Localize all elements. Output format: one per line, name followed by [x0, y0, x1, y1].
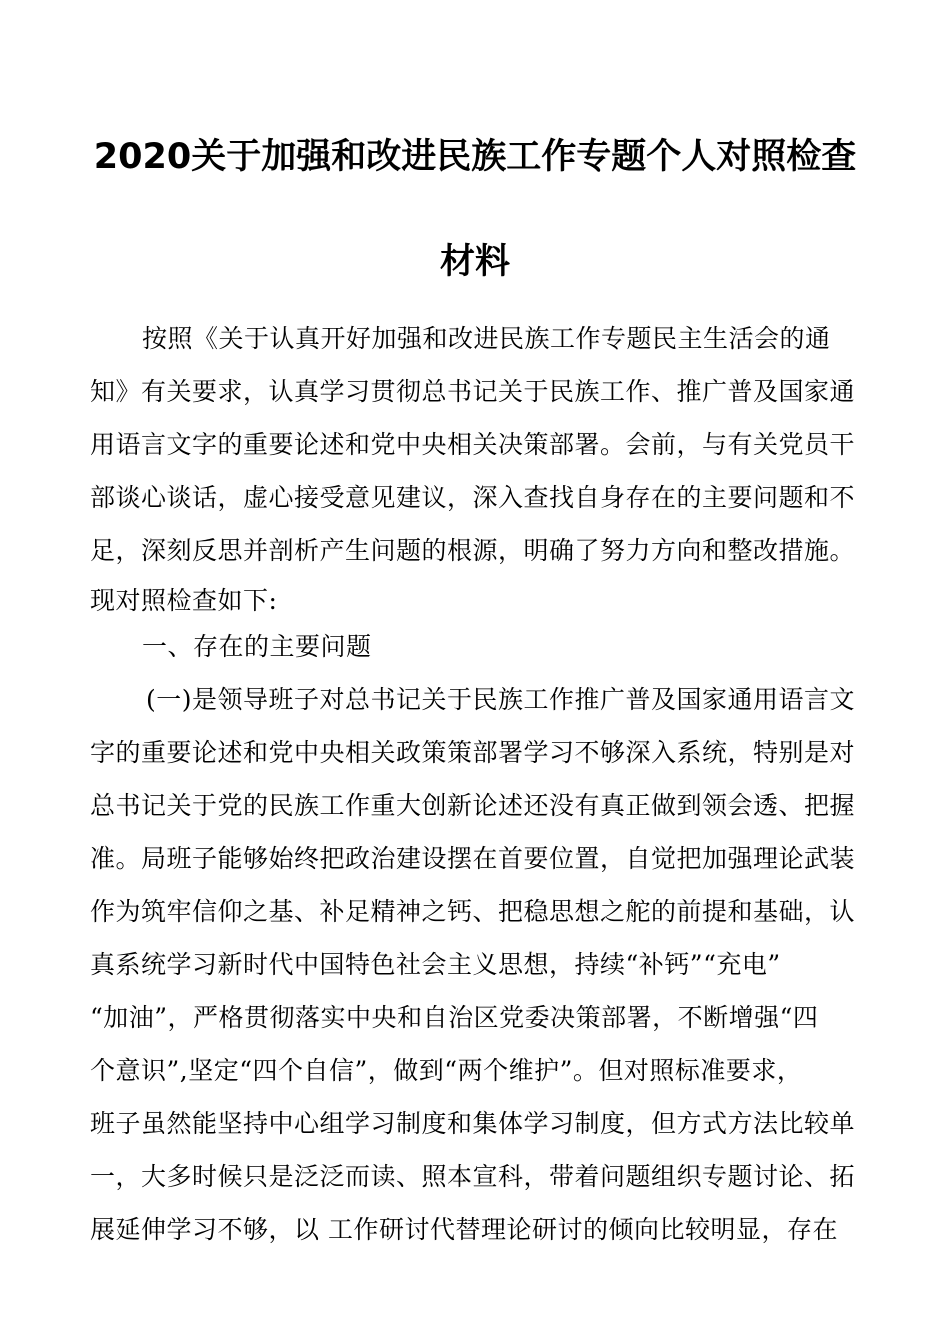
- body-line-5: 足，深刻反思并剖析产生问题的根源，明确了努力方向和整改措施。: [90, 536, 856, 565]
- section-heading-1: 一、存在的主要问题: [142, 632, 372, 661]
- body-line-11: 准。局班子能够始终把政治建设摆在首要位置，自觉把加强理论武装: [90, 844, 856, 873]
- body-line-12: 作为筑牢信仰之基、补足精神之钙、把稳思想之舵的前提和基础，认: [90, 897, 856, 926]
- body-line-10: 总书记关于党的民族工作重大创新论述还没有真正做到领会透、把握: [90, 791, 856, 820]
- body-line-18: 展延伸学习不够，以 工作研讨代替理论研讨的倾向比较明显，存在: [90, 1215, 838, 1244]
- body-line-15: 个意识”,坚定“四个自信”，做到“两个维护”。但对照标准要求，: [90, 1056, 803, 1085]
- body-line-8: (一)是领导班子对总书记关于民族工作推广普及国家通用语言文: [146, 685, 856, 714]
- body-line-6: 现对照检查如下:: [90, 586, 278, 615]
- body-line-17: 一，大多时候只是泛泛而读、照本宣科，带着问题组织专题讨论、拓: [90, 1162, 856, 1191]
- body-line-1: 按照《关于认真开好加强和改进民族工作专题民主生活会的通: [142, 324, 831, 353]
- document-title-line-1: 2020关于加强和改进民族工作专题个人对照检查: [93, 137, 857, 177]
- body-line-13: 真系统学习新时代中国特色社会主义思想，持续“补钙”“充电”: [90, 950, 781, 979]
- body-line-14: “加油”，严格贯彻落实中央和自治区党委决策部署，不断增强“四: [90, 1003, 819, 1032]
- body-line-3: 用语言文字的重要论述和党中央相关决策部署。会前，与有关党员干: [90, 430, 856, 459]
- body-line-2: 知》有关要求，认真学习贯彻总书记关于民族工作、推广普及国家通: [90, 377, 856, 406]
- body-line-4: 部谈心谈话，虚心接受意见建议，深入查找自身存在的主要问题和不: [90, 483, 856, 512]
- body-line-16: 班子虽然能坚持中心组学习制度和集体学习制度，但方式方法比较单: [90, 1109, 856, 1138]
- document-title-line-2: 材料: [439, 242, 510, 282]
- body-line-9: 字的重要论述和党中央相关政策策部署学习不够深入系统，特别是对: [90, 738, 856, 767]
